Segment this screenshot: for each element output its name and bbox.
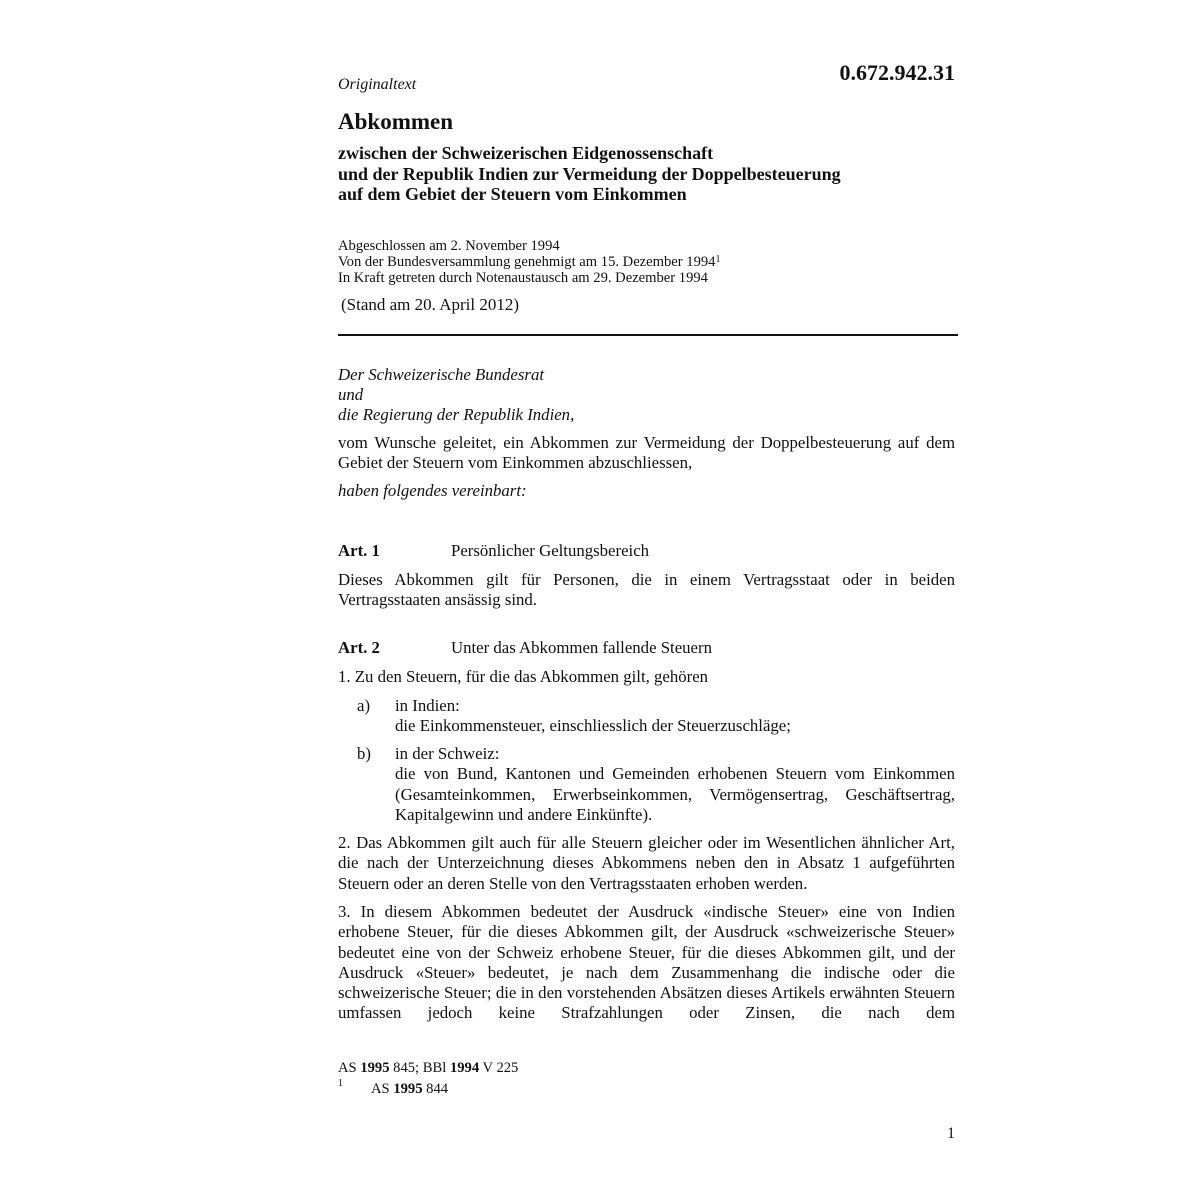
document-subtitle <box>338 143 958 205</box>
subtitle-line: auf dem Gebiet der Steuern vom Einkommen <box>338 184 687 204</box>
source-citation: AS 1995 845; BBl 1994 V 225 <box>338 1060 519 1076</box>
article-title: Persönlicher Geltungsbereich <box>451 541 650 560</box>
conjunction: und <box>338 385 364 404</box>
footnote-marker: 1 <box>338 1078 343 1089</box>
subtitle-line: zwischen der Schweizerischen Eidgenossenschaft <box>338 143 714 163</box>
sr-number: 0.672.942.31 <box>839 60 955 85</box>
article-1-text: Dieses Abkommen gilt für Personen, die in einem Vertragsstaat oder in beiden Vertragsstaaten ansässig sind. <box>338 570 955 610</box>
article-2-paragraph-2: 2. Das Abkommen gilt auch für alle Steuern gleicher oder im Wesentlichen ähnlicher Art, die nach der Unterzeichnung dieses Abkommens neben den in Absatz 1 aufgeführten Steuern oder an deren Stelle von den Vertragsstaaten erhoben werden. <box>338 833 955 893</box>
document-title: Abkommen <box>338 109 454 134</box>
party-one: Der Schweizerische Bundesrat <box>338 365 544 384</box>
status-date: (Stand am 20. April 2012) <box>341 295 520 314</box>
header-divider <box>338 334 958 336</box>
preamble-text: vom Wunsche geleitet, ein Abkommen zur Vermeidung der Doppelbesteuerung auf dem Gebiet der Steuern vom Einkommen abzuschliessen, <box>338 433 955 473</box>
article-number: Art. 2 <box>338 638 380 657</box>
preamble-parties <box>338 365 955 425</box>
footnote-ref[interactable]: 1 <box>715 254 721 265</box>
article-title: Unter das Abkommen fallende Steuern <box>451 638 712 657</box>
subtitle-line: und der Republik Indien zur Vermeidung der Doppelbesteuerung <box>338 163 841 184</box>
article-2-paragraph-1: 1. Zu den Steuern, für die das Abkommen gilt, gehören <box>338 667 709 686</box>
list-item-heading: in der Schweiz: <box>395 744 500 763</box>
concluded-date: Abgeschlossen am 2. November 1994 <box>338 238 560 254</box>
article-2-paragraph-3: 3. In diesem Abkommen bedeutet der Ausdruck «indische Steuer» eine von Indien erhobene Steuer, für die dieses Abkommen gilt, der Ausdruck «schweizerische Steuer» bedeutet eine von der Schweiz erhobene Steuer, für die dieses Abkommen gilt, und der Ausdruck «Steuer» bedeutet, je nach dem Zusammenhang die indische oder die schweizerische Steuer; die in den vorstehenden Absätzen dieses Artikels erwähnten Steuern umfassen jedoch keine Strafzahlungen oder Zinsen, die nach dem <box>338 902 955 1023</box>
page-number: 1 <box>947 1125 955 1142</box>
approved-date: Von der Bundesversammlung genehmigt am 15. Dezember 1994$^1$ <box>338 254 721 270</box>
list-item-a <box>395 696 955 737</box>
list-item-text: die Einkommensteuer, einschliesslich der Steuerzuschläge; <box>395 716 791 736</box>
party-two: die Regierung der Republik Indien, <box>338 405 575 424</box>
list-item-heading: in Indien: <box>395 696 460 715</box>
treaty-metadata <box>338 238 720 286</box>
list-item-text: die von Bund, Kantonen und Gemeinden erhobenen Steuern vom Einkommen (Gesamteinkommen, Erwerbseinkommen, Vermögensertrag, Geschäftsertrag, Kapitalgewinn und andere Einkünfte). <box>395 764 955 824</box>
list-item-b <box>395 744 955 825</box>
in-force-date: In Kraft getreten durch Notenaustausch am 29. Dezember 1994 <box>338 270 708 286</box>
list-item-label: a) <box>357 696 371 715</box>
footnote-1: AS 1995 844 <box>371 1081 449 1097</box>
preamble-agreed: haben folgendes vereinbart: <box>338 481 527 500</box>
list-item-label: b) <box>357 744 371 763</box>
original-text-label: Originaltext <box>338 76 417 93</box>
article-number: Art. 1 <box>338 541 380 560</box>
